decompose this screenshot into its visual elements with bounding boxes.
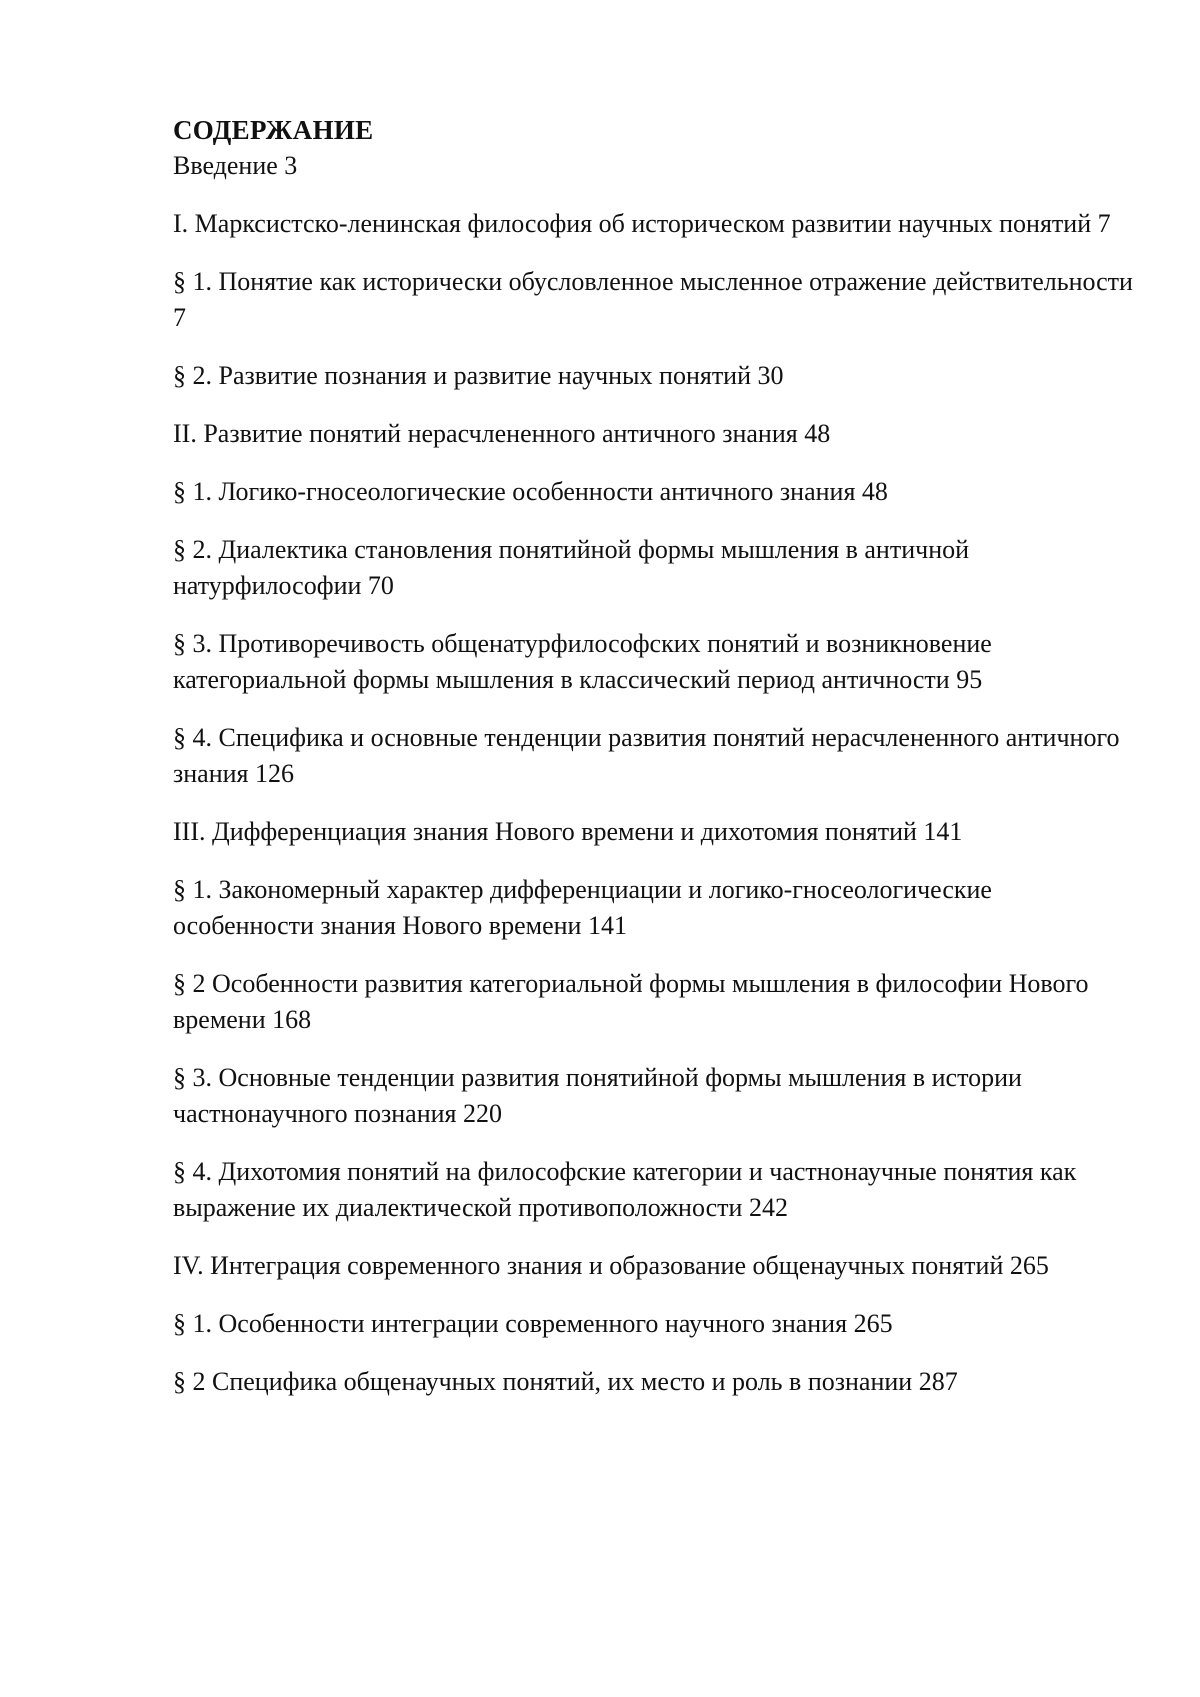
- toc-entry: [173, 264, 1133, 336]
- toc-entry-title: § 1. Логико-гносеологические особенности античного знания: [173, 477, 856, 506]
- toc-entry-page: 265: [853, 1309, 893, 1338]
- toc-entry: [173, 1364, 1133, 1400]
- toc-entry-title: IV. Интеграция современного знания и образование общенаучных понятий: [173, 1251, 1004, 1280]
- toc-entry-page: 141: [923, 817, 963, 846]
- toc-entry: [173, 966, 1133, 1038]
- toc-entry-title: § 3. Противоречивость общенатурфилософских понятий и возникновение категориальной формы мышления в классический период античности: [173, 629, 992, 694]
- toc-entry-page: 242: [748, 1193, 788, 1222]
- toc-entry: [173, 1306, 1133, 1342]
- toc-entry-title: § 1. Закономерный характер дифференциации и логико-гносеологические особенности знания Нового времени: [173, 875, 992, 940]
- toc-entry-title: II. Развитие понятий нерасчлененного античного знания: [173, 419, 798, 448]
- toc-entry-title: § 2 Специфика общенаучных понятий, их место и роль в познании: [173, 1367, 913, 1396]
- toc-entry-title: § 3. Основные тенденции развития понятийной формы мышления в истории частнонаучного познания: [173, 1063, 1022, 1128]
- toc-entry: [173, 626, 1133, 698]
- toc-entry-title: § 1. Понятие как исторически обусловленное мысленное отражение действительности: [173, 267, 1133, 296]
- toc-entry-title: § 1. Особенности интеграции современного научного знания: [173, 1309, 848, 1338]
- toc-entry: [173, 872, 1133, 944]
- toc-entry: [173, 532, 1133, 604]
- toc-entry: [173, 814, 1133, 850]
- toc-entry: [173, 1248, 1133, 1284]
- toc-heading: СОДЕРЖАНИЕ: [173, 115, 374, 145]
- toc-entry-title: § 4. Дихотомия понятий на философские категории и частнонаучные понятия как выражение их диалектической противоположности: [173, 1157, 1077, 1222]
- toc-entry-page: 48: [804, 419, 831, 448]
- toc-entry-page: 287: [918, 1367, 958, 1396]
- toc-entry: [173, 358, 1133, 394]
- toc-entry: [173, 416, 1133, 452]
- toc-entry-page: 95: [956, 665, 983, 694]
- toc-entry-page: 30: [757, 361, 784, 390]
- toc-entry-page: 7: [1097, 209, 1111, 238]
- toc-intro-entry: Введение 3: [173, 151, 298, 180]
- toc-entry-page: 7: [173, 303, 186, 332]
- toc-entry-page: 126: [255, 759, 295, 788]
- toc-entry-page: 220: [463, 1099, 502, 1128]
- toc-entry: [173, 474, 1133, 510]
- toc-entry: [173, 1060, 1133, 1132]
- table-of-contents: [173, 112, 1133, 1422]
- toc-entry-title: I. Марксистско-ленинская философия об историческом развитии научных понятий: [173, 209, 1092, 238]
- toc-entry-title: § 2 Особенности развития категориальной формы мышления в философии Нового времени: [173, 969, 1089, 1034]
- toc-entry-page: 70: [367, 571, 394, 600]
- toc-entry-title: § 2. Развитие познания и развитие научных понятий: [173, 361, 752, 390]
- toc-entry: [173, 720, 1133, 792]
- toc-entry-title: § 4. Специфика и основные тенденции развития понятий нерасчлененного античного знания: [173, 723, 1120, 788]
- toc-entry-page: 48: [861, 477, 888, 506]
- toc-entry-title: § 2. Диалектика становления понятийной формы мышления в античной натурфилософии: [173, 535, 970, 600]
- toc-entry-page: 141: [587, 911, 627, 940]
- toc-entry-page: 265: [1009, 1251, 1049, 1280]
- toc-entry: [173, 1154, 1133, 1226]
- toc-entry-title: III. Дифференциация знания Нового времени и дихотомия понятий: [173, 817, 917, 846]
- toc-entry: [173, 206, 1133, 242]
- toc-entry-page: 168: [272, 1005, 312, 1034]
